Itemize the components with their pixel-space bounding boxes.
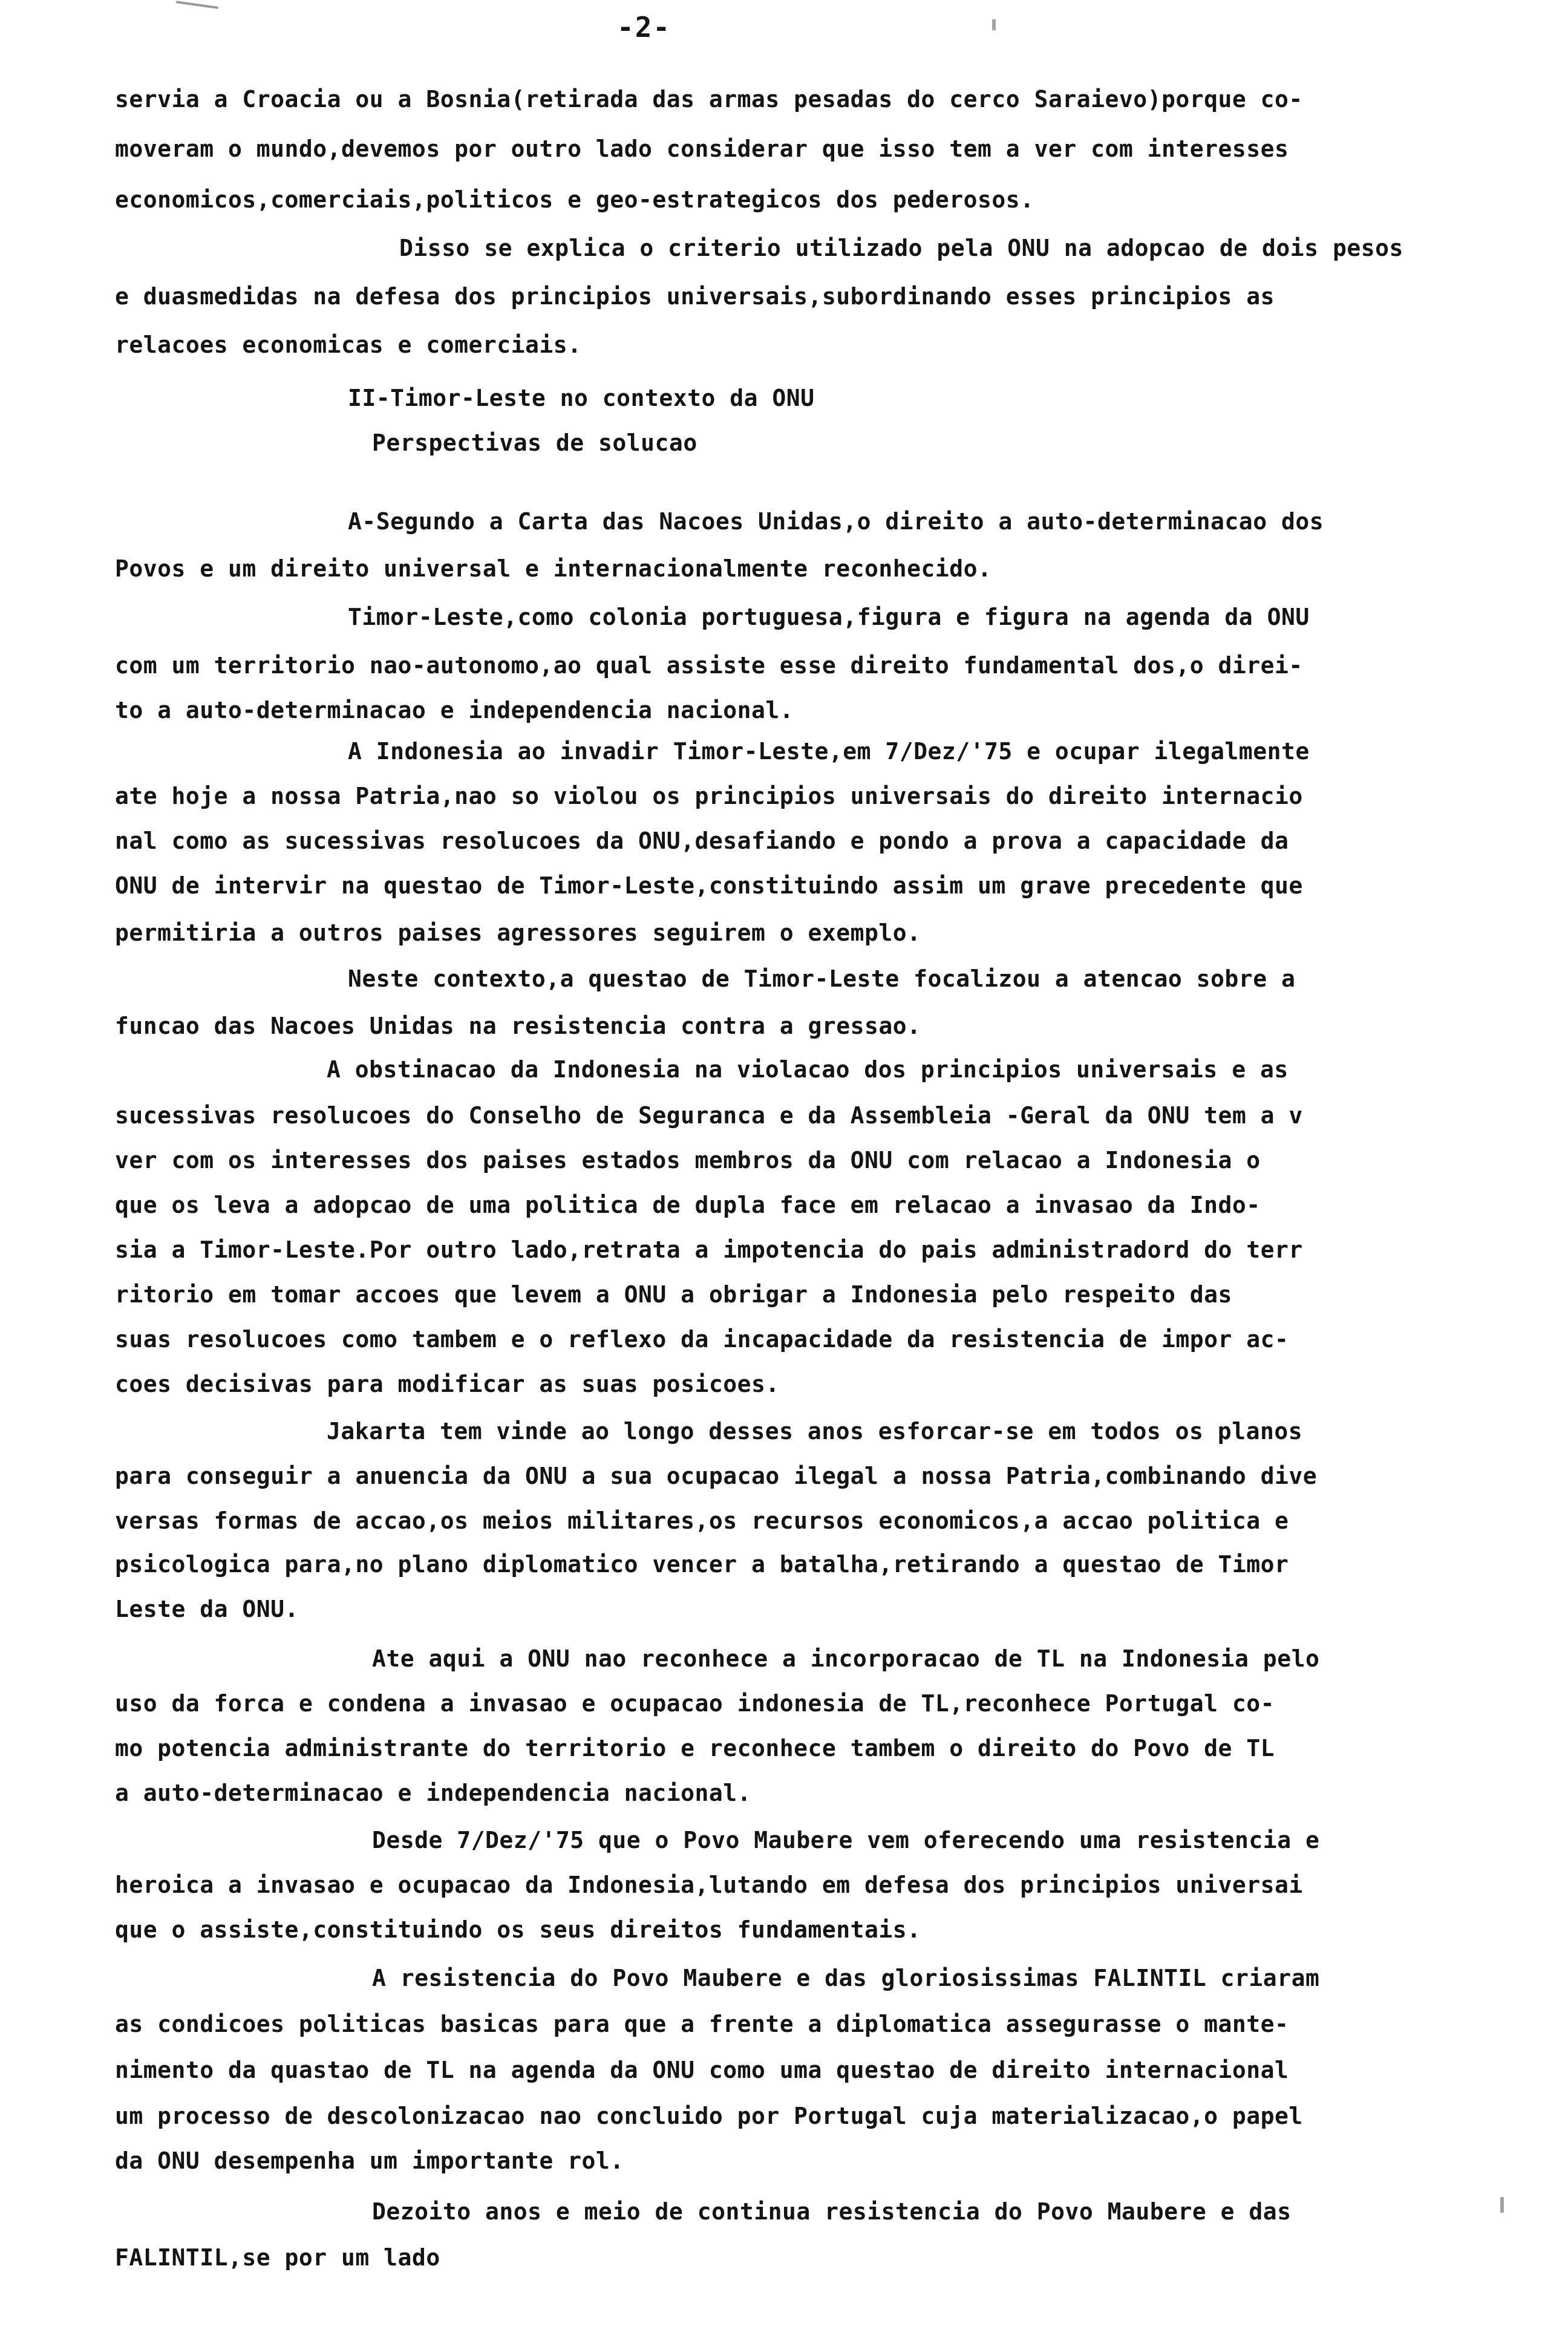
text-line: servia a Croacia ou a Bosnia(retirada das armas pesadas do cerco Saraievo)porque co- — [115, 86, 1303, 113]
scan-mark — [175, 1, 218, 18]
text-line: uso da forca e condena a invasao e ocupacao indonesia de TL,reconhece Portugal co- — [115, 1690, 1275, 1717]
text-line: nimento da quastao de TL na agenda da ONU como uma questao de direito internacional — [115, 2057, 1289, 2083]
text-line: moveram o mundo,devemos por outro lado considerar que isso tem a ver com interesses — [115, 135, 1289, 162]
text-line: Disso se explica o criterio utilizado pela ONU na adopcao de dois pesos — [399, 235, 1403, 261]
text-line: A resistencia do Povo Maubere e das gloriosissimas FALINTIL criaram — [372, 1965, 1320, 1991]
text-line: mo potencia administrante do territorio e reconhece tambem o direito do Povo de TL — [115, 1735, 1275, 1761]
text-line: ate hoje a nossa Patria,nao so violou os principios universais do direito internacio — [115, 783, 1303, 809]
text-line: com um territorio nao-autonomo,ao qual assiste esse direito fundamental dos,o direi- — [115, 652, 1303, 679]
scan-mark — [1500, 2197, 1504, 2213]
text-line: que os leva a adopcao de uma politica de dupla face em relacao a invasao da Indo- — [115, 1192, 1261, 1218]
text-line: que o assiste,constituindo os seus direitos fundamentais. — [115, 1916, 921, 1943]
text-line: Povos e um direito universal e internacionalmente reconhecido. — [115, 555, 992, 582]
text-line: relacoes economicas e comerciais. — [115, 331, 582, 358]
text-line: FALINTIL,se por um lado — [115, 2244, 440, 2271]
text-line: to a auto-determinacao e independencia nacional. — [115, 697, 794, 723]
text-line: Dezoito anos e meio de continua resistencia do Povo Maubere e das — [372, 2198, 1292, 2225]
text-line: ONU de intervir na questao de Timor-Leste,constituindo assim um grave precedente que — [115, 872, 1303, 899]
text-line: e duasmedidas na defesa dos principios universais,subordinando esses principios as — [115, 283, 1275, 310]
text-line: Leste da ONU. — [115, 1596, 299, 1622]
text-line: permitiria a outros paises agressores seguirem o exemplo. — [115, 919, 921, 946]
scan-mark — [992, 19, 996, 30]
text-line: ver com os interesses dos paises estados membros da ONU com relacao a Indonesia o — [115, 1147, 1261, 1174]
text-line: versas formas de accao,os meios militares,os recursos economicos,a accao politica e — [115, 1507, 1289, 1534]
text-line: Neste contexto,a questao de Timor-Leste focalizou a atencao sobre a — [348, 965, 1296, 992]
text-line: um processo de descolonizacao nao concluido por Portugal cuja materializacao,o papel — [115, 2103, 1303, 2129]
text-line: ritorio em tomar accoes que levem a ONU a obrigar a Indonesia pelo respeito das — [115, 1281, 1232, 1308]
text-line: A obstinacao da Indonesia na violacao dos principios universais e as — [327, 1056, 1289, 1083]
text-line: Jakarta tem vinde ao longo desses anos esforcar-se em todos os planos — [327, 1418, 1303, 1445]
section-subheading: Perspectivas de solucao — [372, 429, 697, 456]
text-line: A Indonesia ao invadir Timor-Leste,em 7/Dez/'75 e ocupar ilegalmente — [348, 738, 1310, 765]
text-line: Desde 7/Dez/'75 que o Povo Maubere vem oferecendo uma resistencia e — [372, 1827, 1320, 1853]
text-line: sia a Timor-Leste.Por outro lado,retrata a impotencia do pais administradord do terr — [115, 1236, 1303, 1263]
text-line: a auto-determinacao e independencia nacional. — [115, 1780, 752, 1806]
text-line: da ONU desempenha um importante rol. — [115, 2147, 624, 2174]
text-line: as condicoes politicas basicas para que a frente a diplomatica assegurasse o mante- — [115, 2011, 1289, 2037]
text-line: A-Segundo a Carta das Nacoes Unidas,o direito a auto-determinacao dos — [348, 508, 1324, 535]
text-line: economicos,comerciais,politicos e geo-estrategicos dos pederosos. — [115, 186, 1034, 213]
text-line: Ate aqui a ONU nao reconhece a incorporacao de TL na Indonesia pelo — [372, 1645, 1320, 1672]
text-line: para conseguir a anuencia da ONU a sua ocupacao ilegal a nossa Patria,combinando dive — [115, 1463, 1318, 1489]
section-heading: II-Timor-Leste no contexto da ONU — [348, 385, 815, 411]
text-line: heroica a invasao e ocupacao da Indonesia,lutando em defesa dos principios universai — [115, 1872, 1303, 1898]
text-line: coes decisivas para modificar as suas posicoes. — [115, 1371, 780, 1397]
text-line: funcao das Nacoes Unidas na resistencia contra a gressao. — [115, 1013, 921, 1039]
text-line: sucessivas resolucoes do Conselho de Seguranca e da Assembleia -Geral da ONU tem a v — [115, 1102, 1303, 1129]
text-line: suas resolucoes como tambem e o reflexo da incapacidade da resistencia de impor ac- — [115, 1326, 1289, 1353]
text-line: nal como as sucessivas resolucoes da ONU,desafiando e pondo a prova a capacidade da — [115, 828, 1289, 854]
text-line: Timor-Leste,como colonia portuguesa,figura e figura na agenda da ONU — [348, 604, 1310, 630]
text-line: psicologica para,no plano diplomatico vencer a batalha,retirando a questao de Timor — [115, 1551, 1289, 1578]
page-number: -2- — [617, 11, 671, 44]
